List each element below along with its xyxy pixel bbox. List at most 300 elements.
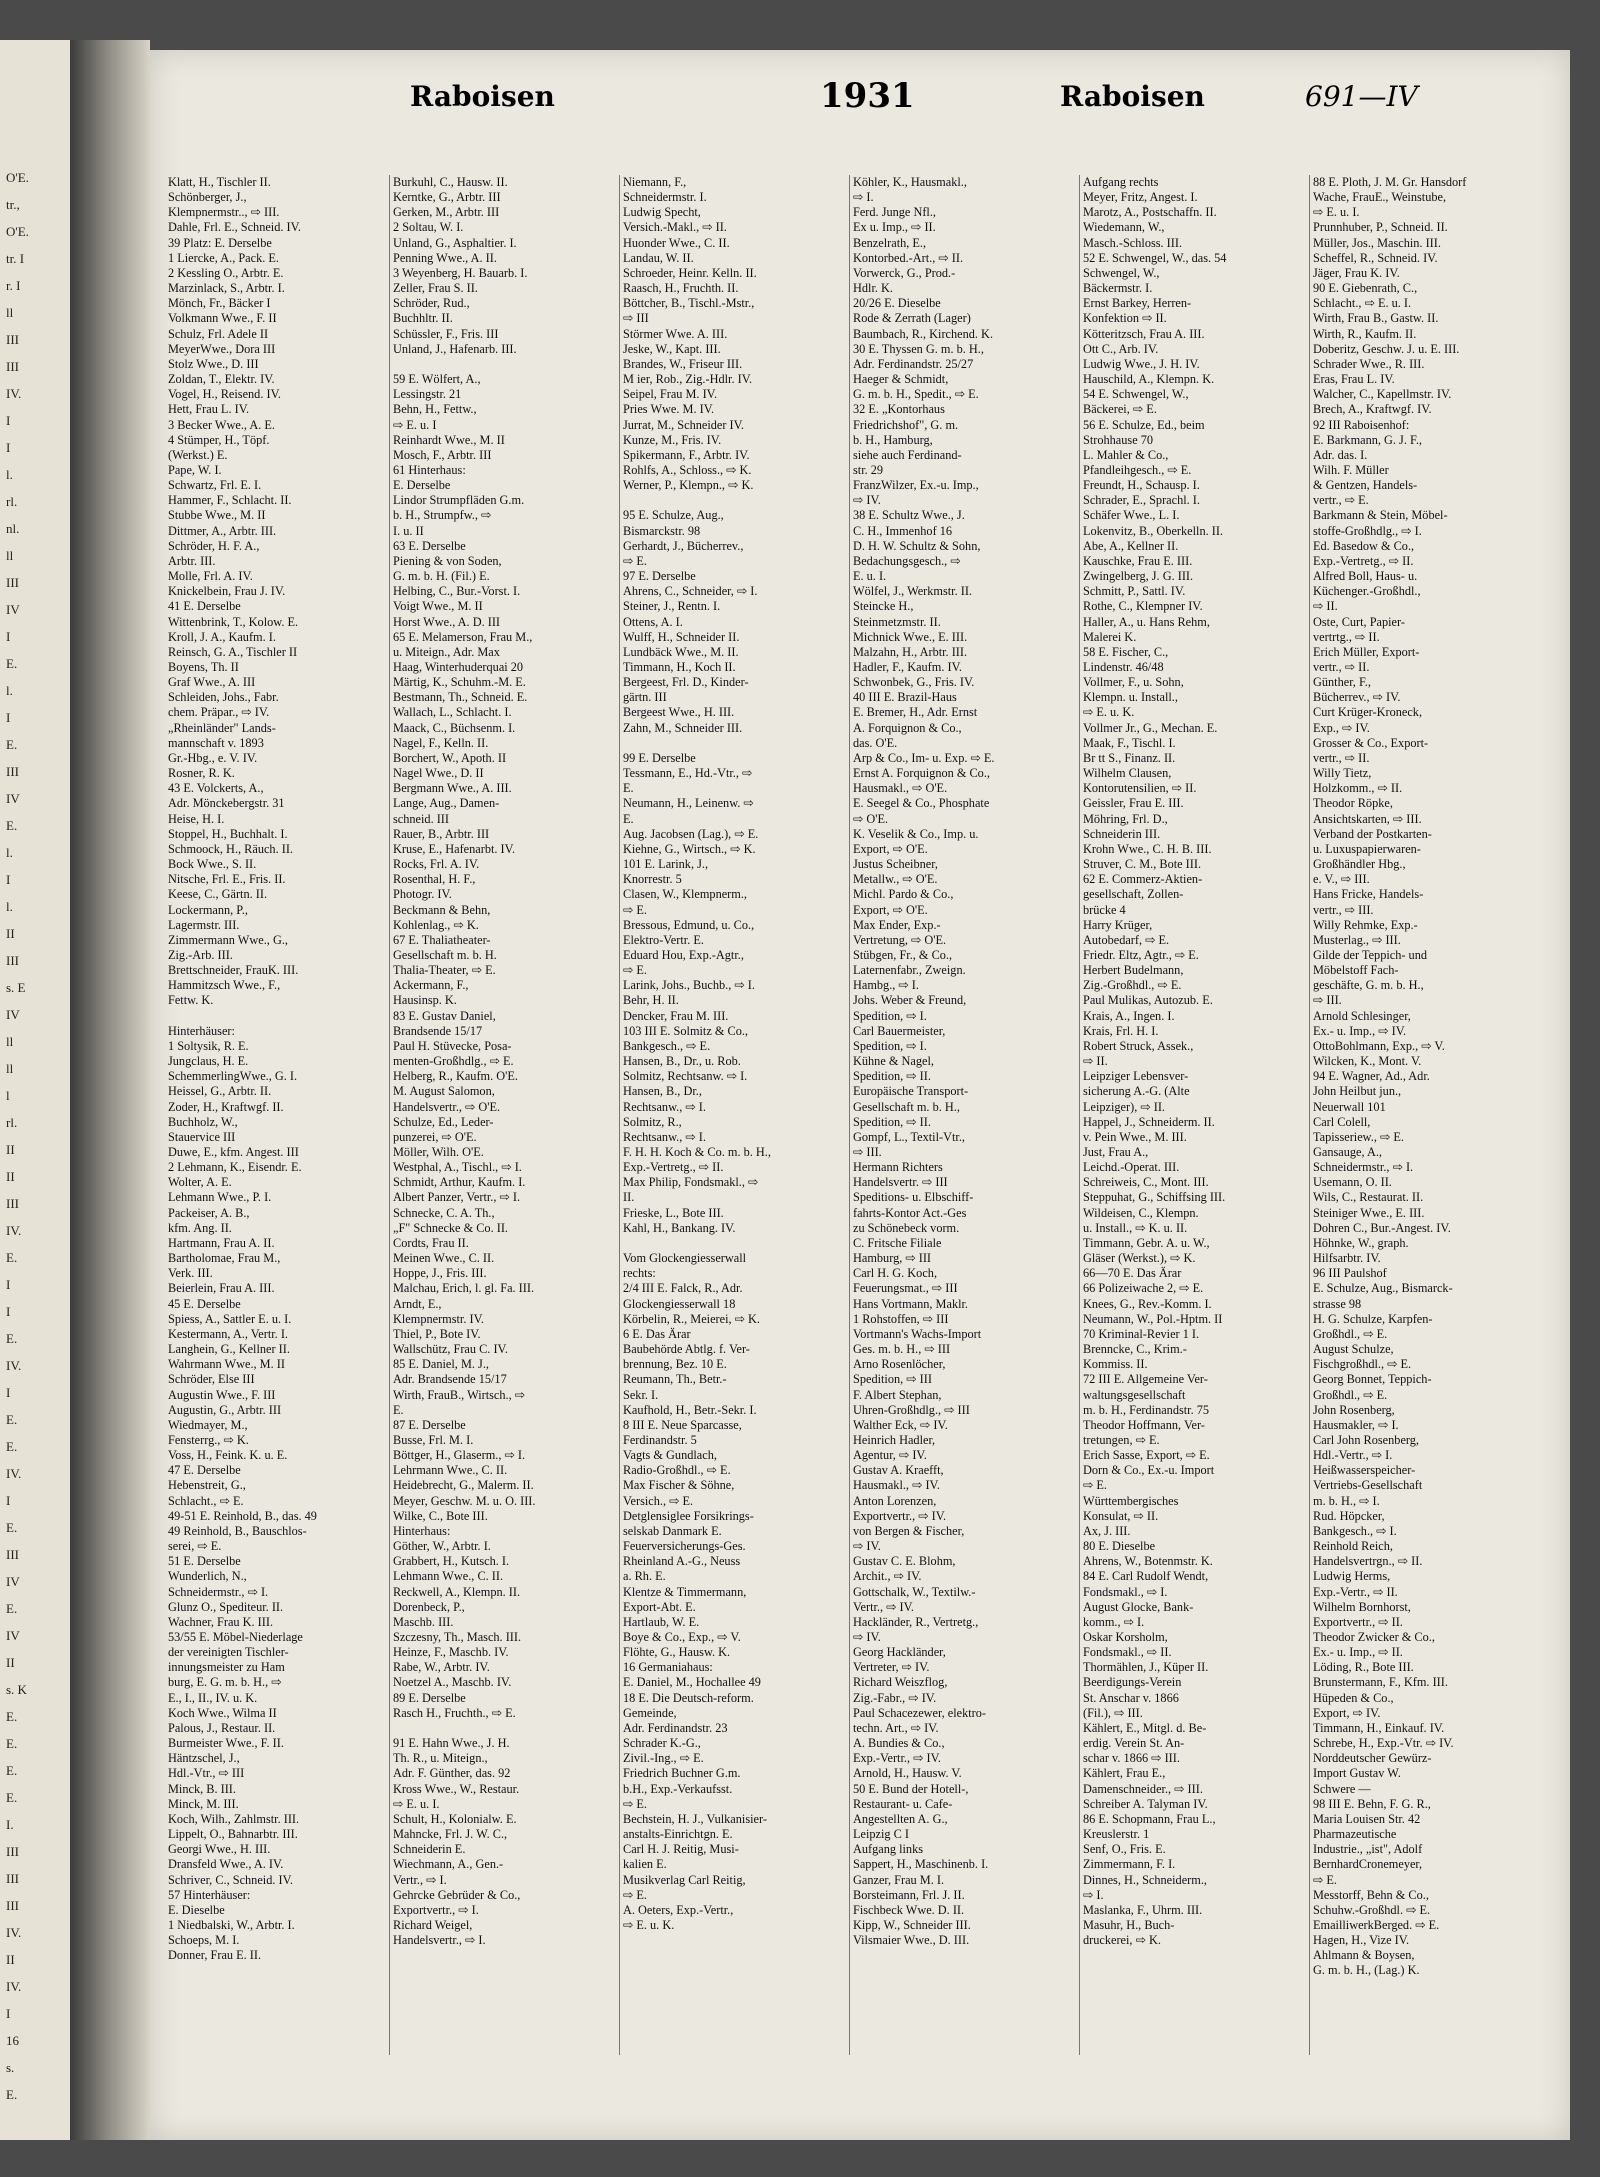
directory-entry-line: Wunderlich, N., <box>168 1569 247 1584</box>
left-page-fragment: IV. <box>6 1223 22 1238</box>
directory-entry-line: Schneiderin E. <box>393 1842 466 1857</box>
book-gutter <box>70 40 150 2140</box>
directory-entry-line: Gemeinde, <box>623 1705 677 1720</box>
directory-entry-line: 41 E. Derselbe <box>168 599 241 614</box>
directory-entry-line: Aufgang links <box>853 1842 924 1857</box>
directory-entry-line: 98 III E. Behn, F. G. R., <box>1313 1796 1431 1811</box>
left-page-fragment: II <box>6 1142 15 1157</box>
directory-entry-line: Max Ender, Exp.- <box>853 917 941 932</box>
directory-entry-line: vertr., ⇨ III. <box>1313 902 1374 917</box>
directory-entry-line: Heissel, G., Arbtr. II. <box>168 1084 272 1099</box>
directory-entry-line: Wahrmann Wwe., M. II <box>168 1357 285 1372</box>
directory-entry-line: Beerdigungs-Verein <box>1083 1675 1182 1690</box>
directory-entry-line: 49 Reinhold, B., Bauschlos- <box>168 1523 307 1538</box>
header-street-left: Raboisen <box>410 80 555 113</box>
directory-entry-line: Ludwig Wwe., J. H. IV. <box>1083 356 1200 371</box>
directory-entry-line: Schmidt, Arthur, Kaufm. I. <box>393 1175 526 1190</box>
directory-entry-line: ⇨ IV. <box>853 493 881 508</box>
directory-entry-line: Molle, Frl. A. IV. <box>168 569 253 584</box>
directory-entry-line: Krais, A., Ingen. I. <box>1083 1008 1175 1023</box>
directory-entry-line: Beierlein, Frau A. III. <box>168 1281 275 1296</box>
directory-entry-line: Haag, Winterhuderquai 20 <box>393 660 524 674</box>
directory-entry-line: Bäckerei, ⇨ E. <box>1083 402 1157 417</box>
directory-entry-line: Schriver, C., Schneid. IV. <box>168 1872 293 1887</box>
directory-entry-line: Arnold, H., Hausw. V. <box>853 1766 962 1781</box>
directory-entry-line: Timmann, Gebr. A. u. W., <box>1083 1235 1210 1250</box>
directory-entry-line: Heise, H. I. <box>168 811 225 826</box>
directory-entry-line: ⇨ I. <box>1083 1887 1104 1902</box>
directory-entry-line: Usemann, O. II. <box>1313 1175 1392 1190</box>
directory-entry-line: Müller, Jos., Maschin. III. <box>1313 235 1441 250</box>
directory-entry-line: techn. Art., ⇨ IV. <box>853 1720 939 1735</box>
directory-entry-line: Damenschneider., ⇨ III. <box>1083 1781 1203 1796</box>
directory-entry-line: Theodor Hoffmann, Ver- <box>1083 1417 1205 1432</box>
directory-entry-line: Adr. Brandsende 15/17 <box>393 1372 507 1387</box>
directory-entry-line: ⇨ III <box>623 311 649 326</box>
directory-entry-line: Klempn. u. Install., <box>1083 690 1178 705</box>
directory-entry-line: Schneidermstr., ⇨ I. <box>1313 1160 1414 1175</box>
directory-entry-line: Ganzer, Frau M. I. <box>853 1872 945 1887</box>
left-page-fragment: III <box>6 359 19 374</box>
directory-entry-line: m. b. H., ⇨ I. <box>1313 1493 1380 1508</box>
directory-entry-line: erdig. Verein St. An- <box>1083 1736 1185 1751</box>
directory-entry-line: Ludwig Specht, <box>623 205 701 220</box>
directory-entry-line: Zwingelberg, J. G. III. <box>1083 569 1194 584</box>
directory-entry-line: Großhändler Hbg., <box>1313 857 1406 872</box>
directory-entry-line: August Glocke, Bank- <box>1083 1599 1194 1614</box>
directory-entry-line: 38 E. Schultz Wwe., J. <box>853 508 965 523</box>
directory-entry-line: Bedachungsgesch., ⇨ <box>853 553 961 568</box>
directory-entry-line: Gompf, L., Textil-Vtr., <box>853 1129 965 1144</box>
left-page-fragment: IV <box>6 1007 20 1022</box>
left-page-fragment: E. <box>6 2087 18 2102</box>
directory-entry-line: rechts: <box>623 1266 656 1281</box>
directory-entry-line: gärtn. III <box>623 690 667 705</box>
directory-entry-line: Schwere — <box>1313 1781 1371 1796</box>
directory-entry-line: Exportvertr., ⇨ II. <box>1313 1614 1403 1629</box>
directory-entry-line: Glunz O., Spediteur. II. <box>168 1599 284 1614</box>
directory-entry-line: Knorrestr. 5 <box>623 872 682 887</box>
directory-entry-line: Wulff, H., Schneider II. <box>623 629 740 644</box>
directory-entry-line: Geissler, Frau E. III. <box>1083 796 1184 811</box>
directory-entry-line: schar v. 1866 ⇨ III. <box>1083 1751 1180 1766</box>
directory-entry-line: Brettschneider, FrauK. III. <box>168 963 299 978</box>
directory-entry-line: „Rheinländer" Lands- <box>168 720 276 735</box>
directory-entry-line: Vertretung, ⇨ O'E. <box>853 932 947 947</box>
left-page-fragment: O'E. <box>6 170 29 185</box>
left-page-fragment: III <box>6 1871 19 1886</box>
directory-entry-line: Nagel Wwe., D. II <box>393 766 484 781</box>
directory-entry-line: 63 E. Derselbe <box>393 538 466 553</box>
directory-entry-line: Spedition, ⇨ II. <box>853 1069 931 1084</box>
directory-entry-line: Ott C., Arb. IV. <box>1083 341 1159 356</box>
directory-entry-line: b. H., Strumpfw., ⇨ <box>393 508 492 523</box>
directory-entry-line: 18 E. Die Deutsch-reform. <box>623 1690 754 1705</box>
directory-entry-line: Reumann, Th., Betr.- <box>623 1372 727 1387</box>
directory-entry-line: Vollmer Jr., G., Mechan. E. <box>1083 720 1218 735</box>
directory-entry-line: Ahlmann & Boysen, <box>1313 1948 1415 1963</box>
directory-entry-line: Barkmann & Stein, Möbel- <box>1313 508 1448 523</box>
directory-entry-line: A. Oeters, Exp.-Vertr., <box>623 1902 734 1917</box>
directory-entry-line: Willy Tietz, <box>1313 766 1372 781</box>
left-page-fragment: E. <box>6 1520 18 1535</box>
directory-entry-line: Lange, Aug., Damen- <box>393 796 500 811</box>
directory-entry-line: Haller, A., u. Hans Rehm, <box>1083 614 1210 629</box>
directory-entry-line: 89 E. Derselbe <box>393 1690 466 1705</box>
left-page-fragment: IV. <box>6 1925 22 1940</box>
directory-entry-line: von Bergen & Fischer, <box>853 1523 965 1538</box>
directory-entry-line: Erich Sasse, Export, ⇨ E. <box>1083 1448 1210 1463</box>
directory-entry-line: H. G. Schulze, Karpfen- <box>1313 1311 1433 1326</box>
directory-entry-line: Laternenfabr., Zweign. <box>853 963 966 978</box>
directory-entry-line: D. H. W. Schultz & Sohn, <box>853 538 981 553</box>
directory-entry-line: Wiechmann, A., Gen.- <box>393 1857 504 1872</box>
directory-entry-line: Schreiber A. Talyman IV. <box>1083 1796 1208 1811</box>
directory-entry-line: Exp.-Vertretg., ⇨ II. <box>1313 553 1414 568</box>
directory-entry-line: Struver, C. M., Bote III. <box>1083 857 1202 872</box>
directory-entry-line: Richard Weigel, <box>393 1917 473 1932</box>
left-page-fragment: III <box>6 1547 19 1562</box>
directory-entry-line: Vom Glockengiesserwall <box>623 1251 747 1266</box>
directory-entry-line: Autobedarf, ⇨ E. <box>1083 932 1170 947</box>
directory-entry-line: Lindor Strumpfläden G.m. <box>393 493 525 508</box>
directory-entry-line: Paul Mulikas, Autozub. E. <box>1083 993 1213 1008</box>
directory-entry-line: Handelsvertr., ⇨ O'E. <box>393 1099 501 1114</box>
directory-entry-line: ⇨ E. u. I. <box>393 1796 440 1811</box>
directory-entry-line: Raasch, H., Fruchth. II. <box>623 281 739 296</box>
directory-entry-line: Boye & Co., Exp., ⇨ V. <box>623 1630 741 1644</box>
directory-entry-line: Leichd.-Operat. III. <box>1083 1160 1180 1175</box>
directory-entry-line: 70 Kriminal-Revier 1 I. <box>1083 1326 1200 1341</box>
directory-entry-line: Hamburg, ⇨ III <box>853 1251 932 1266</box>
directory-entry-line: Voss, H., Feink. K. u. E. <box>168 1448 288 1463</box>
directory-entry-line: C. Fritsche Filiale <box>853 1235 942 1250</box>
header-street-right: Raboisen <box>1060 80 1205 113</box>
directory-entry-line: Haeger & Schmidt, <box>853 372 949 387</box>
directory-entry-line: ⇨ E. <box>1083 1478 1107 1493</box>
directory-entry-line: Alfred Boll, Haus- u. <box>1313 569 1418 584</box>
directory-entry-line: zu Schönebeck vorm. <box>853 1220 960 1235</box>
directory-entry-line: tretungen, ⇨ E. <box>1083 1432 1160 1447</box>
directory-entry-line: Ex.- u. Imp., ⇨ IV. <box>1313 1023 1407 1038</box>
directory-entry-line: Vilsmaier Wwe., D. III. <box>853 1933 970 1948</box>
directory-entry-line: Bock Wwe., S. II. <box>168 857 257 872</box>
directory-entry-line: Heinze, F., Maschb. IV. <box>393 1645 509 1660</box>
directory-entry-line: Aug. Jacobsen (Lag.), ⇨ E. <box>623 826 759 841</box>
directory-entry-line: Malerei K. <box>1083 629 1137 644</box>
directory-entry-line: Ahrens, C., Schneider, ⇨ I. <box>623 584 758 599</box>
directory-entry-line: 83 E. Gustav Daniel, <box>393 1008 496 1023</box>
directory-entry-line: Günther, F., <box>1313 675 1371 690</box>
left-page-fragment: s. K <box>6 1682 27 1697</box>
directory-entry-line: Hans Fricke, Handels- <box>1313 887 1424 902</box>
directory-entry-line: Musterlag., ⇨ III. <box>1313 932 1401 947</box>
directory-entry-line: Exp.-Vertr., ⇨ IV. <box>853 1751 941 1766</box>
directory-entry-line: Schäfer Wwe., L. I. <box>1083 508 1180 523</box>
directory-entry-line: Neumann, W., Pol.-Hptm. II <box>1083 1311 1223 1326</box>
directory-entry-line: ⇨ III. <box>853 1145 882 1159</box>
directory-entry-line: u. Miteign., Adr. Max <box>393 644 500 659</box>
directory-entry-line <box>168 1009 386 1024</box>
directory-entry-line: Höhnke, W., graph. <box>1313 1235 1409 1250</box>
directory-entry-line: Schröder, Rud., <box>393 296 470 311</box>
directory-entry-line: Burkuhl, C., Hausw. II. <box>393 175 508 189</box>
directory-entry-line: Schoeps, M. I. <box>168 1933 240 1948</box>
directory-entry-line <box>623 736 846 751</box>
directory-entry-line: Schönberger, J., <box>168 190 247 205</box>
directory-entry-line: 61 Hinterhaus: <box>393 462 466 477</box>
directory-entry-line: Bäckermstr. I. <box>1083 281 1153 296</box>
directory-entry-line: Kreuslerstr. 1 <box>1083 1827 1150 1842</box>
directory-entry-line: Schneidermstr., ⇨ I. <box>168 1584 269 1599</box>
directory-entry-line: Stoppel, H., Buchhalt. I. <box>168 826 288 841</box>
directory-entry-line: Fischgroßhdl., ⇨ E. <box>1313 1357 1412 1372</box>
directory-entry-line: ⇨ I. <box>853 190 874 205</box>
directory-entry-line: Krais, Frl. H. I. <box>1083 1023 1159 1038</box>
directory-entry-line: Hansen, B., Dr., u. Rob. <box>623 1054 741 1069</box>
directory-entry-line: Duwe, E., kfm. Angest. III <box>168 1145 299 1159</box>
directory-entry-line: Störmer Wwe. A. III. <box>623 326 728 341</box>
directory-entry-line: Anton Lorenzen, <box>853 1493 937 1508</box>
directory-entry-line: Benzelrath, E., <box>853 235 927 250</box>
left-page-fragment: IV. <box>6 1979 22 1994</box>
directory-entry-line: E., I., II., IV. u. K. <box>168 1690 258 1705</box>
left-page-fragment: ll <box>6 548 14 563</box>
directory-entry-line: Pharmazeutische <box>1313 1827 1397 1842</box>
directory-entry-line: 103 III E. Solmitz & Co., <box>623 1023 749 1038</box>
directory-entry-line <box>623 493 846 508</box>
left-page-fragment: l. <box>6 845 13 860</box>
column-5 <box>1080 175 1310 2055</box>
directory-entry-line: „F" Schnecke & Co. II. <box>393 1220 508 1235</box>
directory-entry-line: Kühne & Nagel, <box>853 1054 934 1069</box>
directory-entry-line: E. Bremer, H., Adr. Ernst <box>853 705 978 720</box>
directory-entry-line: 1 Liercke, A., Pack. E. <box>168 250 279 265</box>
directory-entry-line: a. Rh. E. <box>623 1569 666 1584</box>
directory-entry-line: Gustav C. E. Blohm, <box>853 1554 956 1569</box>
directory-entry-line: 101 E. Larink, J., <box>623 857 709 872</box>
directory-entry-line: Hans Vortmann, Maklr. <box>853 1296 968 1311</box>
directory-entry-line: Dittmer, A., Arbtr. III. <box>168 523 277 538</box>
directory-entry-line: A. Bundies & Co., <box>853 1736 945 1751</box>
directory-entry-line: E. Seegel & Co., Phosphate <box>853 796 990 811</box>
directory-entry-line: C. H., Immenhof 16 <box>853 523 953 538</box>
directory-entry-line: Ed. Basedow & Co., <box>1313 538 1415 553</box>
directory-entry-line: Meyer, Geschw. M. u. O. III. <box>393 1493 536 1508</box>
directory-entry-line: Meyer, Fritz, Angest. I. <box>1083 190 1198 205</box>
directory-entry-line: G. m. b. H., Spedit., ⇨ E. <box>853 387 979 402</box>
directory-entry-line: Neumann, H., Leinenw. ⇨ <box>623 796 754 811</box>
left-page-fragment: E. <box>6 1331 18 1346</box>
directory-entry-line: Adr. Mönckebergstr. 31 <box>168 796 285 811</box>
directory-entry-line: Prunnhuber, P., Schneid. II. <box>1313 220 1448 235</box>
directory-entry-line: Carl H. G. Koch, <box>853 1266 938 1281</box>
directory-entry-line: Westphal, A., Tischl., ⇨ I. <box>393 1160 522 1175</box>
directory-entry-line: 51 E. Derselbe <box>168 1554 241 1569</box>
directory-entry-line: stoffe-Großhdlg., ⇨ I. <box>1313 523 1422 538</box>
directory-entry-line: Arp & Co., Im- u. Exp. ⇨ E. <box>853 750 995 765</box>
directory-entry-line: Europäische Transport- <box>853 1084 969 1099</box>
directory-entry-line: ⇨ E. <box>623 902 647 917</box>
directory-entry-line: serei, ⇨ E. <box>168 1539 222 1554</box>
directory-entry-line: Adr. Ferdinandstr. 23 <box>623 1720 728 1735</box>
directory-entry-line: Richard Weiszflog, <box>853 1675 948 1690</box>
directory-entry-line: Rosner, R. K. <box>168 766 235 781</box>
directory-entry-line: druckerei, ⇨ K. <box>1083 1933 1161 1948</box>
directory-entry-line: Gr.-Hbg., e. V. IV. <box>168 750 258 765</box>
directory-entry-line: 39 Platz: E. Derselbe <box>168 235 272 250</box>
directory-entry-line: 50 E. Bund der Hotell-, <box>853 1781 969 1796</box>
directory-entry-line: 90 E. Giebenrath, C., <box>1313 281 1418 296</box>
directory-entry-line: ⇨ III. <box>1313 993 1342 1008</box>
directory-entry-line: Beckmann & Behn, <box>393 902 491 917</box>
directory-entry-line: Spedition, ⇨ I. <box>853 1008 927 1023</box>
directory-entry-line: Wils, C., Restaurat. II. <box>1313 1190 1424 1205</box>
column-2 <box>390 175 620 2055</box>
directory-entry-line: das. O'E. <box>853 735 898 750</box>
directory-entry-line: Wirth, Frau B., Gastw. II. <box>1313 311 1439 326</box>
directory-entry-line: Abe, A., Kellner II. <box>1083 538 1179 553</box>
directory-entry-line: Leipziger Lebensver- <box>1083 1069 1189 1084</box>
left-page-fragment: E. <box>6 1412 18 1427</box>
directory-entry-line <box>623 1236 846 1251</box>
directory-entry-line: Max Philip, Fondsmakl., ⇨ <box>623 1175 759 1190</box>
directory-entry-line: Klempnermstr. IV. <box>393 1311 484 1326</box>
directory-entry-line: ⇨ IV. <box>853 1539 881 1554</box>
directory-entry-line: Photogr. IV. <box>393 887 452 902</box>
directory-entry-line: 58 E. Fischer, C., <box>1083 644 1169 659</box>
directory-entry-line: Angestellten A. G., <box>853 1811 948 1826</box>
directory-entry-line: Restaurant- u. Cafe- <box>853 1796 953 1811</box>
directory-entry-line: Borchert, W., Apoth. II <box>393 750 507 765</box>
left-page-fragment: I <box>6 1304 11 1319</box>
left-page-fragment: E. <box>6 1763 18 1778</box>
directory-entry-line: str. 29 <box>853 462 884 477</box>
directory-entry-line: Schrader K.-G., <box>623 1736 701 1751</box>
directory-entry-line: Stauervice III <box>168 1129 236 1144</box>
left-page-fragment: III <box>6 1196 19 1211</box>
directory-entry-line: K. Veselik & Co., Imp. u. <box>853 826 979 841</box>
directory-entry-line: Bergeest, Frl. D., Kinder- <box>623 675 749 690</box>
directory-entry-line: Johs. Weber & Freund, <box>853 993 967 1008</box>
directory-entry-line: Solmitz, R., <box>623 1114 682 1129</box>
directory-entry-line: e. V., ⇨ III. <box>1313 872 1370 887</box>
directory-entry-line: Zoldan, T., Elektr. IV. <box>168 372 275 387</box>
directory-entry-line: Steppuhat, G., Schiffsing III. <box>1083 1190 1226 1205</box>
directory-entry-line: Erich Müller, Export- <box>1313 644 1420 659</box>
directory-entry-line: Schwengel, W., <box>1083 265 1160 280</box>
directory-entry-line: Körbelin, R., Meierei, ⇨ K. <box>623 1311 761 1326</box>
directory-entry-line: 32 E. „Kontorhaus <box>853 402 945 417</box>
directory-entry-line: Jurrat, M., Schneider IV. <box>623 417 745 432</box>
left-page-fragment: I <box>6 2006 11 2021</box>
directory-entry-line: Georg Hackländer, <box>853 1645 946 1660</box>
directory-entry-line: Rode & Zerrath (Lager) <box>853 311 971 326</box>
directory-entry-line: Th. R., u. Miteign., <box>393 1751 488 1766</box>
directory-entry-line: Packeiser, A. B., <box>168 1205 250 1220</box>
directory-entry-line: Clasen, W., Klempnerm., <box>623 887 747 902</box>
directory-entry-line: Export, ⇨ IV. <box>1313 1705 1381 1720</box>
directory-entry-line: Curt Krüger-Kroneck, <box>1313 705 1423 720</box>
directory-entry-line: Wittenbrink, T., Kolow. E. <box>168 614 299 629</box>
directory-entry-line: Paul Schacezewer, elektro- <box>853 1705 986 1720</box>
directory-entry-line: Ernst Barkey, Herren- <box>1083 296 1192 311</box>
directory-entry-line: Kahl, H., Bankang. IV. <box>623 1220 736 1235</box>
directory-entry-line: punzerei, ⇨ O'E. <box>393 1129 477 1144</box>
left-page-fragment: I <box>6 413 11 428</box>
directory-entry-line: Fischbeck Wwe. D. II. <box>853 1902 965 1917</box>
directory-entry-line: Spiess, A., Sattler E. u. I. <box>168 1311 292 1326</box>
directory-entry-line: Handelsvertrgn., ⇨ II. <box>1313 1554 1423 1569</box>
directory-entry-line: Behr, H. II. <box>623 993 679 1008</box>
directory-entry-line: Carl John Rosenberg, <box>1313 1432 1419 1447</box>
column-6 <box>1310 175 1545 2055</box>
directory-entry-line: Reinhold Reich, <box>1313 1539 1393 1554</box>
directory-entry-line: Timmann, H., Koch II. <box>623 660 736 674</box>
directory-entry-line: Malzahn, H., Arbtr. III. <box>853 644 968 659</box>
directory-entry-line: Niemann, F., <box>623 175 687 189</box>
directory-entry-line: Spikermann, F., Arbtr. IV. <box>623 447 750 462</box>
directory-entry-line: St. Anschar v. 1866 <box>1083 1690 1179 1705</box>
directory-entry-line: 1 Soltysik, R. E. <box>168 1038 249 1053</box>
directory-entry-line: Kipp, W., Schneider III. <box>853 1917 971 1932</box>
directory-entry-line: Rosenthal, H. F., <box>393 872 476 887</box>
directory-entry-line: Koch, Wilh., Zahlmstr. III. <box>168 1811 300 1826</box>
directory-entry-line: ⇨ E. <box>623 553 647 568</box>
directory-entry-line: fahrts-Kontor Act.-Ges <box>853 1205 967 1220</box>
directory-entry-line: Georgi Wwe., H. III. <box>168 1842 271 1857</box>
directory-entry-line: Vertr., ⇨ IV. <box>853 1599 914 1614</box>
directory-entry-line: Senf, O., Fris. E. <box>1083 1842 1166 1857</box>
directory-entry-line: Marzinlack, S., Arbtr. I. <box>168 281 285 296</box>
directory-entry-line: Dencker, Frau M. III. <box>623 1008 729 1023</box>
directory-entry-line: Meinen Wwe., C. II. <box>393 1251 495 1266</box>
directory-entry-line: Hansen, B., Dr., <box>623 1084 702 1099</box>
directory-entry-line: Köhler, K., Hausmakl., <box>853 175 967 189</box>
directory-entry-line: OttoBohlmann, Exp., ⇨ V. <box>1313 1038 1445 1053</box>
directory-entry-line: Kohlenlag., ⇨ K. <box>393 917 479 932</box>
directory-entry-line: Speditions- u. Elbschiff- <box>853 1190 974 1205</box>
directory-entry-line: Dransfeld Wwe., A. IV. <box>168 1857 284 1872</box>
directory-entry-line: Versich.-Makl., ⇨ II. <box>623 220 727 235</box>
directory-entry-line: burg, E. G. m. b. H., ⇨ <box>168 1675 282 1690</box>
directory-entry-line: Georg Bonnet, Teppich- <box>1313 1372 1432 1387</box>
directory-entry-line: F. Albert Stephan, <box>853 1387 942 1402</box>
directory-entry-line: E. Derselbe <box>393 478 451 493</box>
directory-entry-line: 97 E. Derselbe <box>623 569 696 584</box>
left-page-fragment: E. <box>6 1790 18 1805</box>
directory-entry-line: Ferdinandstr. 5 <box>623 1432 697 1447</box>
directory-entry-line: Kählert, E., Mitgl. d. Be- <box>1083 1720 1207 1735</box>
directory-entry-line: Lockermann, P., <box>168 902 248 917</box>
directory-entry-line: Schulz, Frl. Adele II <box>168 326 269 341</box>
directory-entry-line: v. Pein Wwe., M. III. <box>1083 1129 1187 1144</box>
directory-entry-line: Ottens, A. I. <box>623 614 683 629</box>
directory-entry-line: Klatt, H., Tischler II. <box>168 175 271 189</box>
directory-entry-line: Pries Wwe. M. IV. <box>623 402 715 417</box>
directory-entry-line: Dahle, Frl. E., Schneid. IV. <box>168 220 301 235</box>
directory-entry-line: Norddeutscher Gewürz- <box>1313 1751 1432 1766</box>
directory-entry-line: Scheffel, R., Schneid. IV. <box>1313 250 1438 265</box>
directory-entry-line: Böttcher, B., Tischl.-Mstr., <box>623 296 755 311</box>
directory-entry-line: Ackermann, F., <box>393 978 469 993</box>
left-page-fragment: II <box>6 1655 15 1670</box>
directory-entry-line: E. Dieselbe <box>168 1902 225 1917</box>
directory-entry-line: Walcher, C., Kapellmstr. IV. <box>1313 387 1452 402</box>
directory-entry-line: Maack, C., Büchsenm. I. <box>393 720 516 735</box>
directory-entry-line: Wallschütz, Frau C. IV. <box>393 1342 508 1357</box>
directory-entry-line: brennung, Bez. 10 E. <box>623 1357 727 1372</box>
